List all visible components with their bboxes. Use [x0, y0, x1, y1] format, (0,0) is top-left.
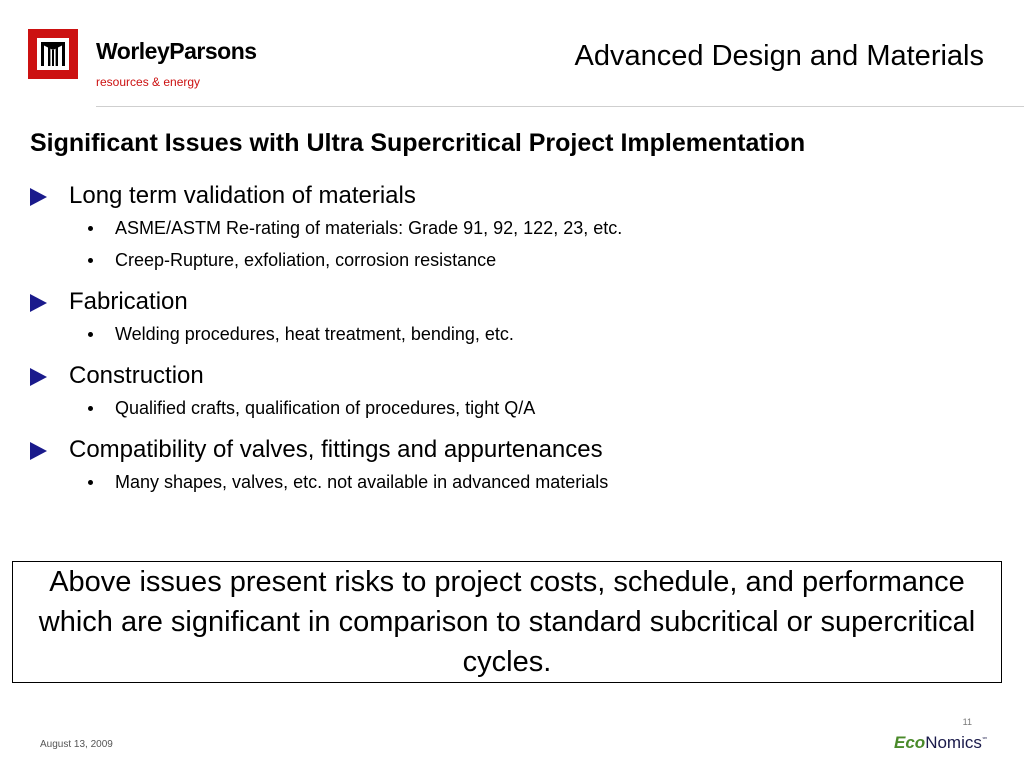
worleyparsons-logo-icon — [28, 29, 78, 79]
slide-title: Advanced Design and Materials — [574, 40, 984, 72]
brand-tagline: resources & energy — [96, 75, 201, 89]
header-divider — [96, 106, 1024, 107]
triangle-bullet-icon — [30, 442, 47, 460]
conclusion-box — [12, 561, 1002, 683]
bullet-validation — [30, 180, 990, 212]
sub-bullet-text: ASME/ASTM Re-rating of materials: Grade 91, 92, 122, 23, etc. — [115, 218, 623, 238]
conclusion-text: Above issues present risks to project costs, schedule, and performance which are significant in comparison to standard subcritical or supercritical cycles. — [38, 566, 976, 678]
triangle-bullet-icon — [30, 188, 47, 206]
footer-date: August 13, 2009 — [40, 739, 113, 750]
dot-bullet-icon — [88, 226, 93, 231]
page-number: 11 — [962, 717, 972, 727]
logo-nomics-text: Nomics — [925, 733, 982, 752]
brand-name: WorleyParsons — [96, 38, 257, 64]
logo-eco-text: Eco — [894, 733, 926, 752]
sub-bullet-text: Creep-Rupture, exfoliation, corrosion resistance — [115, 250, 497, 270]
dot-bullet-icon — [88, 480, 93, 485]
economics-logo — [894, 733, 988, 753]
bullet-label: Fabrication — [69, 288, 188, 315]
sub-bullet-text: Many shapes, valves, etc. not available in advanced materials — [115, 472, 609, 492]
sub-bullet-text: Qualified crafts, qualification of procedures, tight Q/A — [115, 398, 536, 418]
bullet-list — [30, 180, 990, 498]
bullet-label: Compatibility of valves, fittings and appurtenances — [69, 436, 603, 463]
sub-bullet — [30, 318, 990, 350]
bullet-fabrication — [30, 286, 990, 318]
bullet-label: Long term validation of materials — [69, 182, 416, 209]
triangle-bullet-icon — [30, 368, 47, 386]
section-heading: Significant Issues with Ultra Supercritical Project Implementation — [30, 129, 806, 157]
bullet-construction — [30, 360, 990, 392]
service-mark-icon: ℠ — [981, 737, 988, 744]
sub-bullet — [30, 466, 990, 498]
sub-bullet — [30, 244, 990, 276]
bullet-label: Construction — [69, 362, 204, 389]
sub-bullet — [30, 212, 990, 244]
dot-bullet-icon — [88, 332, 93, 337]
dot-bullet-icon — [88, 406, 93, 411]
sub-bullet-text: Welding procedures, heat treatment, bending, etc. — [115, 324, 514, 344]
triangle-bullet-icon — [30, 294, 47, 312]
bullet-compatibility — [30, 434, 990, 466]
sub-bullet — [30, 392, 990, 424]
dot-bullet-icon — [88, 258, 93, 263]
